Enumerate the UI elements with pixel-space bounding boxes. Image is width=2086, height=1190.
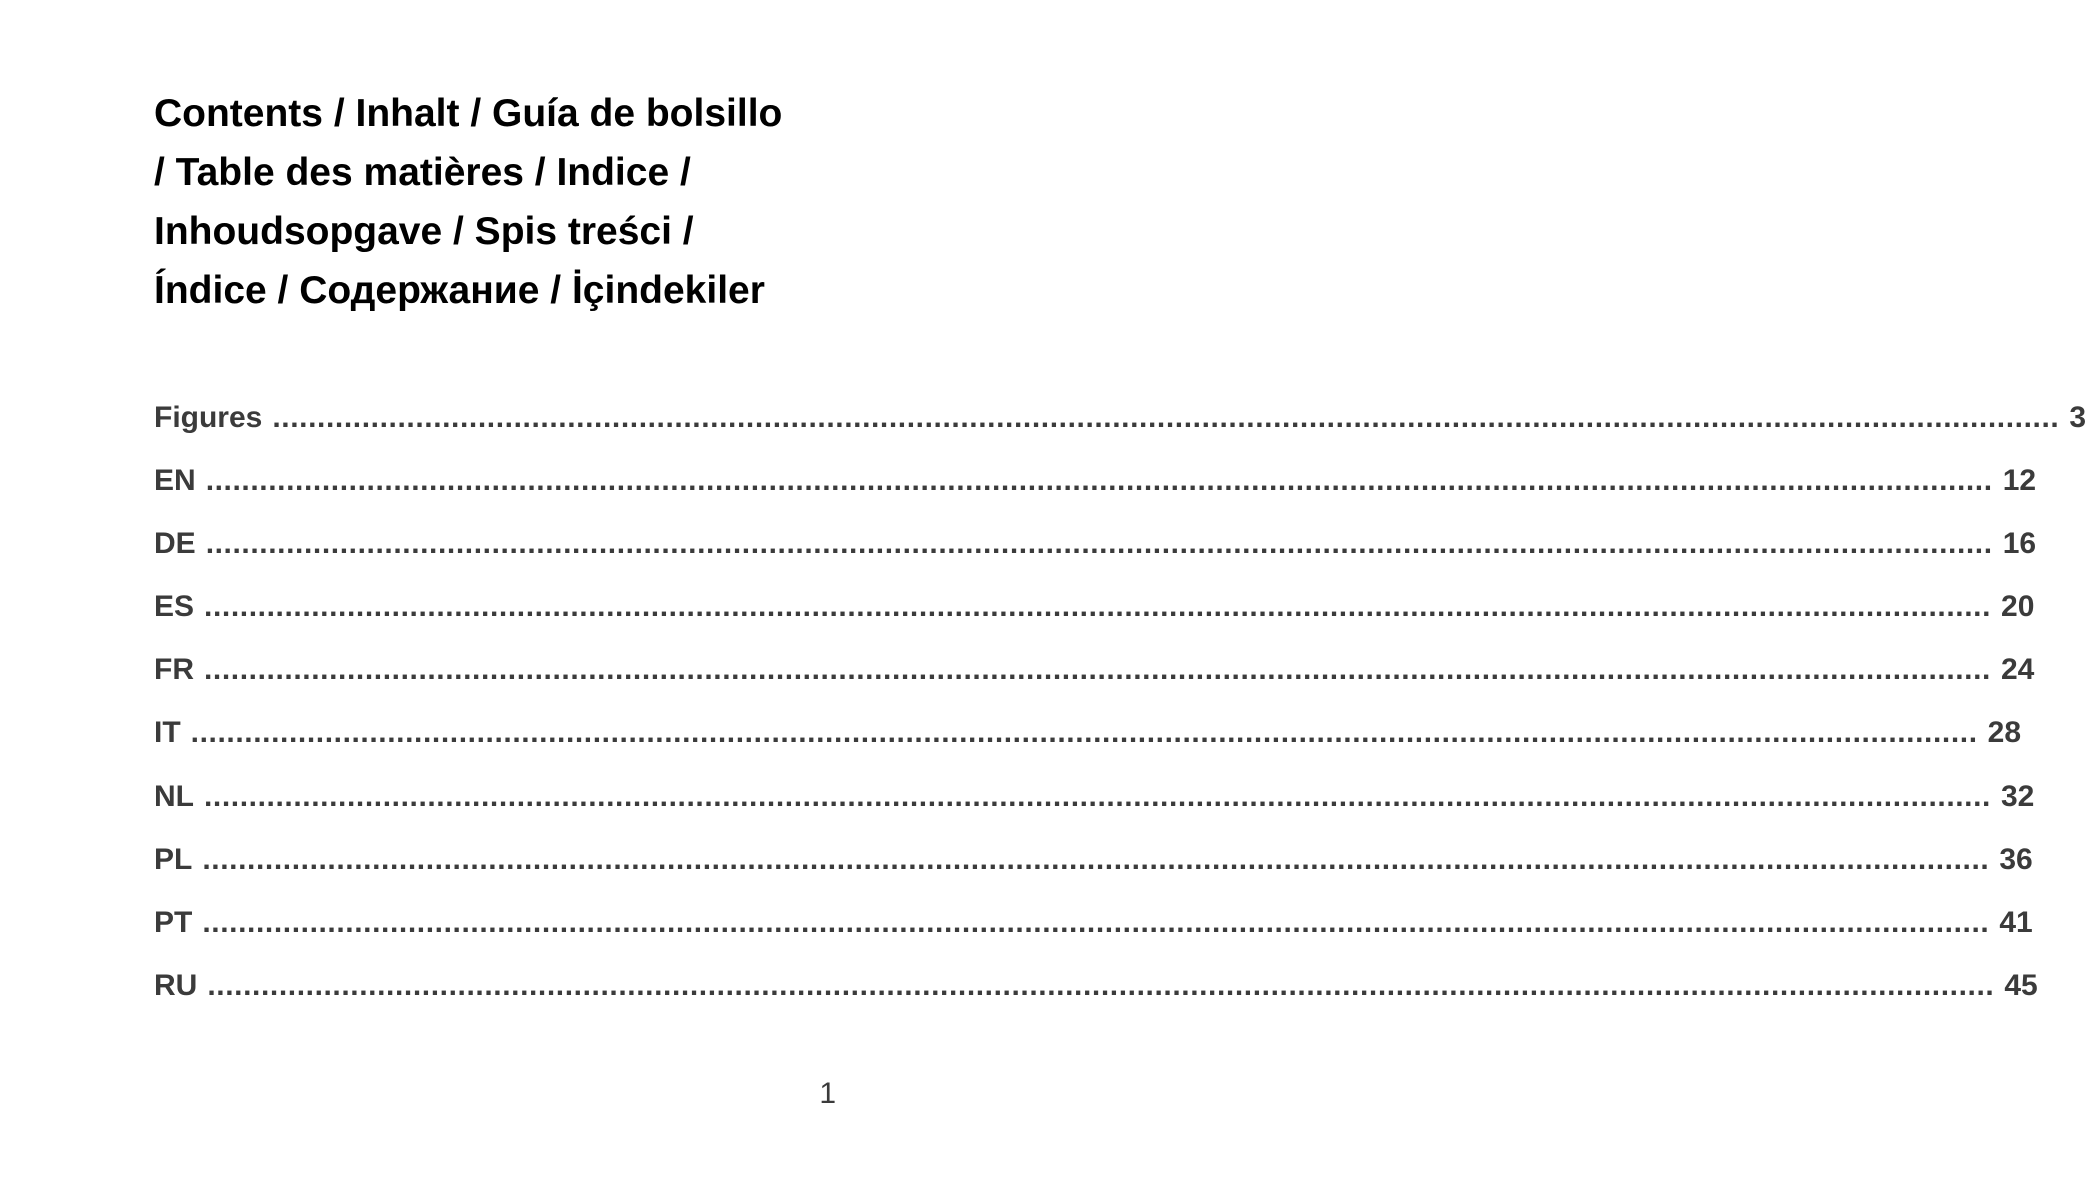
toc-entry-page: 32 — [2001, 779, 2035, 813]
toc-entry-page: 41 — [1999, 905, 2033, 939]
toc-entry-leader: ........................................................................................................................................................................................................ — [205, 464, 1993, 498]
toc-entry-page: 36 — [1999, 842, 2033, 876]
toc-entry-label: IT — [154, 716, 181, 750]
toc-entry-leader: ........................................................................................................................................................................................................ — [202, 842, 1990, 876]
toc-entry[interactable] — [154, 456, 2037, 519]
toc-entry[interactable] — [154, 898, 2033, 961]
toc-entry[interactable] — [154, 772, 2035, 835]
toc-entry-label: FR — [154, 653, 194, 687]
toc-entry-leader: ........................................................................................................................................................................................................ — [272, 401, 2060, 434]
toc-entry-leader: ........................................................................................................................................................................................................ — [205, 527, 1993, 561]
toc-entry-leader: ........................................................................................................................................................................................................ — [207, 968, 1995, 1002]
toc-entry[interactable] — [154, 708, 2022, 771]
toc-entry[interactable] — [154, 519, 2037, 582]
toc-entry-page: 45 — [2004, 968, 2038, 1002]
toc-entry-label: Figures — [154, 401, 263, 434]
toc-entry-leader: ........................................................................................................................................................................................................ — [202, 905, 1990, 939]
page-title: Contents / Inhalt / Guía de bolsillo / Table des matières / Indice / Inhoudsopgave / Spis treści / Índice / Содержание / İçindekiler — [154, 92, 783, 312]
toc-entry-leader: ........................................................................................................................................................................................................ — [204, 590, 1992, 624]
toc-entry-label: EN — [154, 464, 196, 498]
toc-entry-page: 12 — [2002, 464, 2037, 498]
toc-entry[interactable] — [154, 835, 2033, 898]
toc-entry[interactable] — [154, 393, 2086, 456]
toc-entry[interactable] — [154, 961, 2038, 1024]
toc-entry-label: DE — [154, 527, 196, 561]
toc-entry[interactable] — [154, 582, 2035, 645]
toc-entry[interactable] — [154, 645, 2035, 708]
page-number: 1 — [819, 1077, 836, 1110]
toc-entry-page: 28 — [1987, 716, 2022, 750]
toc-entry-page: 16 — [2002, 527, 2037, 561]
toc-entry-leader: ........................................................................................................................................................................................................ — [204, 779, 1991, 813]
toc-entry-label: PL — [154, 842, 193, 876]
toc-entry-label: RU — [154, 968, 198, 1002]
toc-entry-page: 20 — [2001, 590, 2035, 624]
toc-entry-page: 24 — [2001, 653, 2035, 687]
toc-entry-leader: ........................................................................................................................................................................................................ — [204, 653, 1991, 687]
toc-entry-label: PT — [154, 905, 193, 939]
table-of-contents — [154, 393, 2086, 1024]
toc-entry-label: NL — [154, 779, 194, 813]
toc-entry-leader: ........................................................................................................................................................................................................ — [190, 716, 1978, 750]
toc-entry-label: ES — [154, 590, 195, 624]
toc-entry-page: 3 — [2069, 401, 2086, 434]
